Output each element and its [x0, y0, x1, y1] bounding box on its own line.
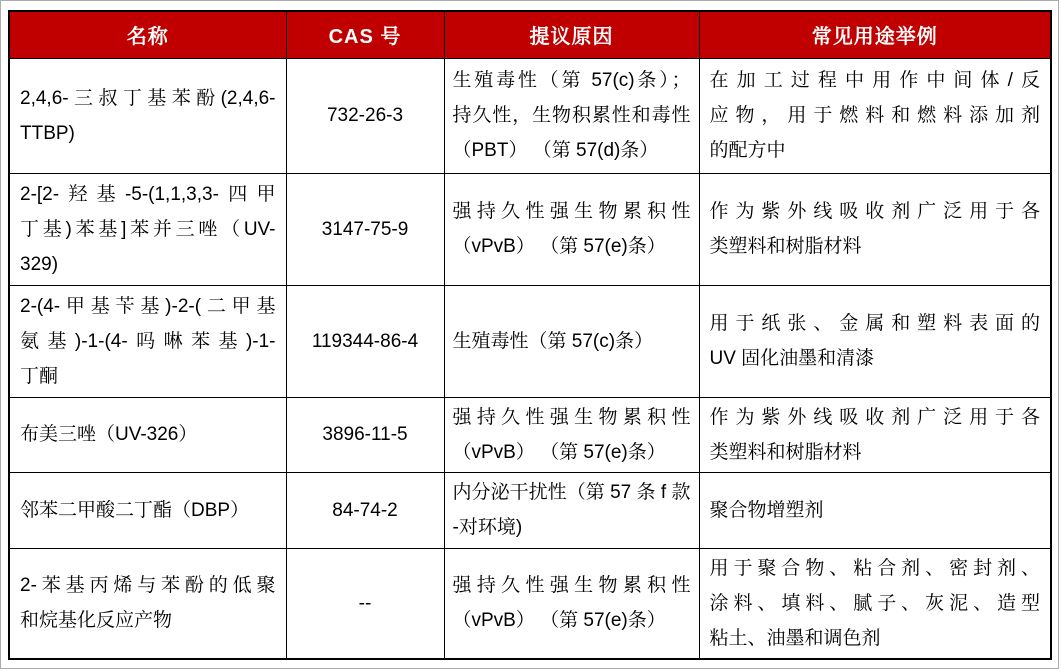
text-line: （vPvB） （第 57(e)条）: [452, 610, 666, 631]
table-row: [9, 548, 1051, 659]
cell-name: [9, 397, 286, 472]
cell-use: [699, 58, 1051, 173]
text-line: 2-(4-甲基苄基)-2-(二甲基: [20, 295, 276, 317]
cell-cas: 3896-11-5: [286, 397, 444, 472]
header-row: [9, 11, 1051, 58]
cell-cas: 3147-75-9: [286, 173, 444, 285]
text-line: （vPvB） （第 57(e)条）: [452, 441, 666, 463]
table-row: [9, 58, 1051, 173]
text-line: 持久性，生物积累性和毒性: [452, 105, 691, 126]
table-row: [9, 472, 1051, 548]
text-line: 聚合物增塑剂: [709, 499, 824, 521]
cell-reason: [444, 173, 699, 285]
column-header-reason: 提议原因: [444, 11, 699, 58]
cell-reason: [444, 472, 699, 548]
text-line: 涂料、填料、腻子、灰泥、造型: [709, 592, 1040, 614]
text-line: 粘土、油墨和调色剂: [709, 627, 881, 649]
text-line: 2-[2-羟基-5-(1,1,3,3-四甲: [20, 183, 276, 205]
text-line: 布美三唑（UV-326）: [20, 424, 198, 445]
text-line: -对环境): [452, 517, 523, 538]
table-row: [9, 173, 1051, 285]
text-line: 强持久性强生物累积性: [452, 575, 691, 596]
text-line: 作为紫外线吸收剂广泛用于各: [709, 201, 1040, 222]
text-line: 2,4,6-三叔丁基苯酚(2,4,6-: [20, 87, 276, 109]
text-line: 丁酮: [20, 365, 59, 387]
cell-name: [9, 285, 286, 397]
cell-cas: 119344-86-4: [286, 285, 444, 397]
text-line: 作为紫外线吸收剂广泛用于各: [709, 406, 1040, 428]
text-line: UV 固化油墨和清漆: [709, 348, 875, 369]
cell-cas: 732-26-3: [286, 58, 444, 173]
table-row: [9, 397, 1051, 472]
cell-name: [9, 472, 286, 548]
cell-use: [699, 548, 1051, 659]
cell-name: [9, 58, 286, 173]
text-line: 和烷基化反应产物: [20, 610, 173, 631]
substances-table: [8, 10, 1052, 660]
text-line: 强持久性强生物累积性: [452, 201, 691, 222]
text-line: 应物，用于燃料和燃料添加剂: [709, 105, 1040, 126]
column-header-cas: CAS 号: [286, 11, 444, 58]
cell-use: [699, 173, 1051, 285]
column-header-use: 常见用途举例: [699, 11, 1051, 58]
text-line: 329): [20, 253, 59, 275]
cell-reason: [444, 397, 699, 472]
text-line: 用于纸张、金属和塑料表面的: [709, 313, 1040, 334]
text-line: 2-苯基丙烯与苯酚的低聚: [20, 575, 276, 596]
text-line: TTBP): [20, 122, 75, 144]
cell-use: [699, 472, 1051, 548]
text-line: 类塑料和树脂材料: [709, 236, 862, 257]
text-line: （vPvB） （第 57(e)条）: [452, 236, 666, 257]
cell-use: [699, 397, 1051, 472]
text-line: 强持久性强生物累积性: [452, 406, 691, 428]
text-line: 在加工过程中用作中间体/反: [709, 70, 1040, 91]
cell-name: [9, 173, 286, 285]
text-line: 用于聚合物、粘合剂、密封剂、: [709, 557, 1040, 579]
cell-cas: --: [286, 548, 444, 659]
cell-reason: [444, 548, 699, 659]
cell-name: [9, 548, 286, 659]
table-row: [9, 285, 1051, 397]
cell-reason: [444, 285, 699, 397]
text-line: 内分泌干扰性（第 57 条 f 款: [452, 482, 691, 503]
text-line: 生殖毒性（第 57(c)条）；: [452, 70, 691, 91]
text-line: 类塑料和树脂材料: [709, 441, 862, 463]
text-line: 生殖毒性（第 57(c)条）: [452, 330, 654, 352]
column-header-name: 名称: [9, 11, 286, 58]
text-line: 邻苯二甲酸二丁酯（DBP）: [20, 499, 250, 521]
text-line: 的配方中: [709, 140, 786, 161]
text-line: 氨基)-1-(4-吗啉苯基)-1-: [20, 330, 276, 352]
text-line: 丁基)苯基]苯并三唑（UV-: [20, 218, 276, 240]
text-line: （PBT） （第 57(d)条）: [452, 140, 659, 161]
cell-cas: 84-74-2: [286, 472, 444, 548]
cell-use: [699, 285, 1051, 397]
cell-reason: [444, 58, 699, 173]
